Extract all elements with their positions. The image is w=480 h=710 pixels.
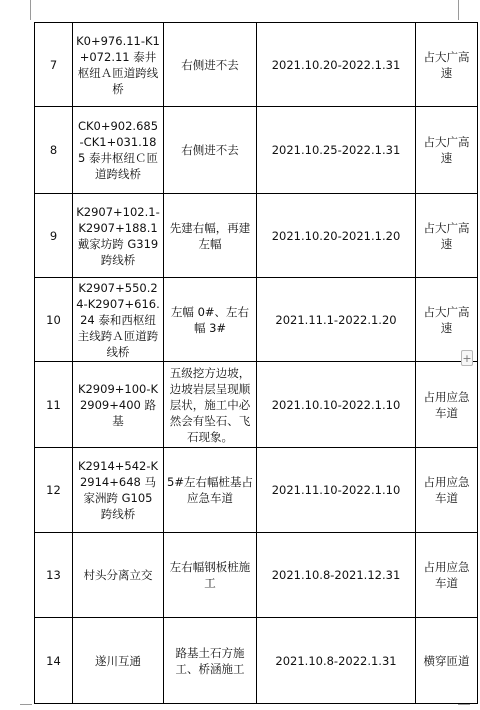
impact-cell: 占大广高速 xyxy=(416,107,478,194)
location-cell: K2914+542-K2914+648 马家洲跨 G105 跨线桥 xyxy=(73,448,164,533)
period-cell: 2021.11.1-2022.1.20 xyxy=(257,278,416,362)
table-row xyxy=(35,23,478,107)
location-cell: 遂川互通 xyxy=(73,618,164,704)
location-cell: K0+976.11-K1+072.11 泰井枢纽Ａ匝道跨线桥 xyxy=(73,23,164,107)
location-cell: K2907+102.1-K2907+188.1 戴家坊跨 G319 跨线桥 xyxy=(73,194,164,278)
issue-cell: 左幅 0#、左右幅 3# xyxy=(164,278,257,362)
row-number: 9 xyxy=(35,194,73,278)
period-cell: 2021.10.20-2022.1.31 xyxy=(257,23,416,107)
location-cell: K2907+550.24-K2907+616.24 泰和西枢纽主线跨Ａ匝道跨线桥 xyxy=(73,278,164,362)
table-row xyxy=(35,278,478,362)
row-number: 10 xyxy=(35,278,73,362)
impact-cell: 占大广高速 xyxy=(416,194,478,278)
table-row xyxy=(35,618,478,704)
table-row xyxy=(35,362,478,448)
impact-cell: 横穿匝道 xyxy=(416,618,478,704)
table-row xyxy=(35,194,478,278)
impact-cell: 占大广高速 xyxy=(416,278,478,362)
schedule-table xyxy=(34,22,478,704)
period-cell: 2021.10.8-2021.12.31 xyxy=(257,533,416,618)
crop-mark-bottom-left xyxy=(20,704,32,705)
issue-cell: 5#左右幅桩基占应急车道 xyxy=(164,448,257,533)
impact-cell: 占用应急车道 xyxy=(416,533,478,618)
table-row xyxy=(35,107,478,194)
row-number: 7 xyxy=(35,23,73,107)
issue-cell: 左右幅钢板桩施工 xyxy=(164,533,257,618)
location-cell: 村头分离立交 xyxy=(73,533,164,618)
row-number: 11 xyxy=(35,362,73,448)
crop-mark-bottom-right xyxy=(458,704,470,705)
row-number: 12 xyxy=(35,448,73,533)
row-number: 14 xyxy=(35,618,73,704)
period-cell: 2021.11.10-2022.1.10 xyxy=(257,448,416,533)
issue-cell: 先建右幅，再建左幅 xyxy=(164,194,257,278)
impact-cell: 占用应急车道 xyxy=(416,362,478,448)
crop-mark-top-right xyxy=(458,0,459,20)
table-row xyxy=(35,533,478,618)
issue-cell: 右侧进不去 xyxy=(164,23,257,107)
impact-cell: 占大广高速 xyxy=(416,23,478,107)
issue-cell: 五级挖方边坡，边坡岩层呈现顺层状，施工中必然会有坠石、飞石现象。 xyxy=(164,362,257,448)
period-cell: 2021.10.25-2022.1.31 xyxy=(257,107,416,194)
location-cell: CK0+902.685-CK1+031.185 泰井枢纽Ｃ匝道跨线桥 xyxy=(73,107,164,194)
issue-cell: 路基土石方施工、桥涵施工 xyxy=(164,618,257,704)
period-cell: 2021.10.20-2021.1.20 xyxy=(257,194,416,278)
plus-icon[interactable]: + xyxy=(462,352,472,365)
row-number: 13 xyxy=(35,533,73,618)
location-cell: K2909+100-K2909+400 路基 xyxy=(73,362,164,448)
table-row xyxy=(35,448,478,533)
period-cell: 2021.10.8-2022.1.31 xyxy=(257,618,416,704)
issue-cell: 右侧进不去 xyxy=(164,107,257,194)
period-cell: 2021.10.10-2022.1.10 xyxy=(257,362,416,448)
row-number: 8 xyxy=(35,107,73,194)
impact-cell: 占用应急车道 xyxy=(416,448,478,533)
crop-mark-top-left xyxy=(30,0,31,20)
